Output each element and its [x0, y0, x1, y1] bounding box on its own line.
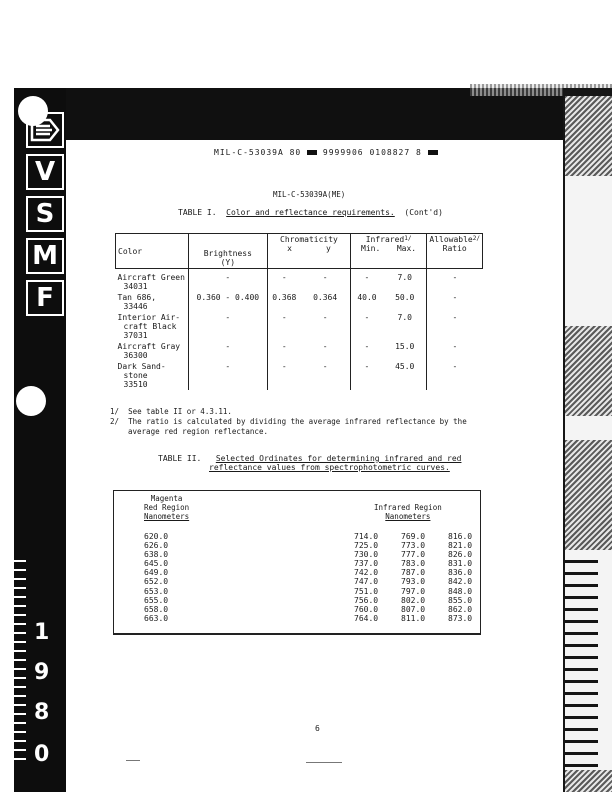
page-number: 6: [315, 724, 320, 733]
allowable-footnote-mark: 2/: [472, 235, 480, 242]
table-row: [116, 361, 483, 390]
ordinate-value: 773.0: [401, 541, 426, 551]
cell-chrom-y: -: [322, 273, 328, 282]
color-name-line: Dark Sand-: [117, 362, 166, 371]
ordinate-value: 742.0: [354, 568, 379, 578]
ordinate-value: 807.0: [401, 604, 426, 614]
ir-header-line: Infrared Region: [374, 503, 442, 512]
table2-caption-line1: Selected Ordinates for determining infrared and red: [215, 454, 462, 463]
cell-ir-min: -: [350, 312, 383, 341]
header-spec: MIL-C-53039A 80: [214, 148, 302, 157]
infrared-column-1: [354, 532, 378, 623]
ordinate-value: 756.0: [354, 595, 379, 605]
cell-brightness: -: [188, 341, 268, 361]
ordinate-value: 737.0: [354, 559, 379, 569]
film-ticks: [14, 560, 26, 760]
scan-edge: [565, 416, 612, 440]
chromaticity-label: Chromaticity: [280, 235, 338, 244]
scan-edge: [565, 176, 612, 326]
ordinate-value: 760.0: [354, 604, 379, 614]
color-name-line: Aircraft Gray: [117, 342, 181, 351]
side-tab-m: M: [26, 238, 64, 274]
cell-ratio: -: [427, 312, 483, 341]
cell-chrom-y: 0.364: [313, 293, 338, 302]
header-block: [428, 150, 438, 155]
infrared-region-header: [374, 503, 442, 521]
ordinate-value: 649.0: [144, 568, 169, 578]
table1-caption-suffix: (Cont'd): [404, 208, 443, 217]
table-row: [116, 269, 483, 293]
ordinate-value: 626.0: [144, 541, 169, 551]
col-header-brightness: [188, 234, 268, 269]
ordinate-value: 658.0: [144, 604, 169, 614]
cell-ir-max: 15.0: [395, 342, 415, 351]
cell-brightness: -: [188, 269, 268, 293]
ir-min-label: Min.: [361, 244, 381, 253]
color-name-line: 34031: [123, 282, 148, 291]
infrared-column-2: [401, 532, 425, 623]
color-name-line: stone: [123, 371, 148, 380]
cell-chrom-y: -: [322, 342, 328, 351]
ordinate-value: 811.0: [401, 613, 426, 623]
chrom-y-label: y: [325, 244, 331, 253]
film-hole: [16, 386, 46, 416]
color-name-line: 37031: [123, 331, 148, 340]
ordinate-value: 873.0: [448, 613, 473, 623]
ordinate-value: 653.0: [144, 586, 169, 596]
cell-ratio: -: [427, 361, 483, 390]
red-header-line: Magenta: [150, 494, 183, 503]
side-tab-v: V: [26, 154, 64, 190]
ordinate-value: 764.0: [354, 613, 379, 623]
ordinate-value: 663.0: [144, 613, 169, 623]
year-digit: 8: [34, 700, 50, 725]
ordinates-table: [113, 490, 481, 635]
red-header-line: Nanometers: [144, 512, 190, 521]
year-digit: 9: [34, 660, 50, 685]
col-header-infrared: [350, 234, 427, 269]
side-tab-f: F: [26, 280, 64, 316]
vsmf-logo-icon: [26, 112, 64, 148]
ordinate-value: 783.0: [401, 559, 426, 569]
table2-caption-line2: reflectance values from spectrophotometric curves.: [209, 463, 450, 472]
infrared-label: Infrared: [365, 235, 405, 244]
spec-number: MIL-C-53039A(ME): [273, 190, 346, 199]
table-row: [116, 312, 483, 341]
red-region-header: [144, 494, 189, 521]
cell-brightness: -: [188, 312, 268, 341]
ordinate-value: 797.0: [401, 586, 426, 596]
table1-caption-title: Color and reflectance requirements.: [226, 208, 395, 217]
ordinate-value: 831.0: [448, 559, 473, 569]
chrom-x-label: x: [287, 244, 292, 253]
ordinate-value: 836.0: [448, 568, 473, 578]
year-digit: 0: [34, 742, 50, 767]
ratio-label: Ratio: [442, 244, 467, 253]
ordinate-value: 777.0: [401, 550, 426, 560]
ordinate-value: 787.0: [401, 568, 426, 578]
ordinate-value: 816.0: [448, 532, 473, 541]
infrared-column-3: [448, 532, 472, 623]
table-header-row: [116, 234, 483, 269]
cell-ir-max: 7.0: [397, 313, 412, 322]
footnote-mark: 2/: [110, 417, 120, 426]
table1-caption-prefix: TABLE I.: [178, 208, 217, 217]
col-header-allowable: [427, 234, 483, 269]
cell-ir-min: -: [350, 361, 383, 390]
footnote-text: The ratio is calculated by dividing the average infrared reflectance by the: [128, 417, 467, 426]
ordinate-value: 638.0: [144, 550, 169, 560]
ordinate-value: 769.0: [401, 532, 426, 541]
header-block: [307, 150, 317, 155]
cell-chrom-y: -: [322, 362, 328, 371]
color-name-line: 36300: [123, 351, 148, 360]
scan-mark: [126, 760, 140, 761]
scan-noise: [565, 770, 612, 792]
cell-color: [116, 292, 189, 312]
ordinate-value: 862.0: [448, 604, 473, 614]
cell-color: [116, 341, 189, 361]
document-page: [66, 140, 563, 792]
cell-brightness: -: [188, 361, 268, 390]
cell-chrom-x: -: [268, 312, 301, 341]
cell-ratio: -: [427, 292, 483, 312]
cell-ir-min: -: [350, 341, 383, 361]
table2-caption: [158, 454, 461, 463]
ordinate-value: 714.0: [354, 532, 379, 541]
cell-chrom-y: -: [322, 313, 328, 322]
ordinate-value: 793.0: [401, 577, 426, 587]
footnote-mark: 1/: [110, 407, 120, 416]
scan-noise: [565, 440, 612, 550]
footnote-text: See table II or 4.3.11.: [128, 407, 232, 416]
table-row: [116, 292, 483, 312]
ordinate-value: 655.0: [144, 595, 169, 605]
cell-ratio: -: [427, 269, 483, 293]
ir-header-line: Nanometers: [385, 512, 431, 521]
scan-edge-lines: [565, 560, 598, 770]
ordinate-value: 751.0: [354, 586, 379, 596]
ordinate-value: 826.0: [448, 550, 473, 560]
brightness-label: Brightness: [203, 249, 252, 258]
cell-ir-min: -: [350, 269, 383, 293]
ordinate-value: 821.0: [448, 541, 473, 551]
allowable-label: Allowable: [429, 235, 473, 244]
color-name-line: Tan 686,: [117, 293, 157, 302]
color-name-line: Interior Air-: [117, 313, 181, 322]
red-region-column: [144, 532, 168, 623]
side-tab-s: S: [26, 196, 64, 232]
cell-ir-max: 45.0: [395, 362, 415, 371]
red-header-line: Red Region: [144, 503, 190, 512]
color-name-line: 33510: [123, 380, 148, 389]
color-name-line: 33446: [123, 302, 148, 311]
ordinate-value: 747.0: [354, 577, 379, 587]
cell-color: [116, 312, 189, 341]
header-code: 9999906 0108827 8: [322, 148, 422, 157]
ordinate-value: 730.0: [354, 550, 379, 560]
cell-brightness: 0.360 - 0.400: [188, 292, 268, 312]
table1-caption: [178, 208, 443, 217]
ordinate-value: 848.0: [448, 586, 473, 596]
col-header-chromaticity: [268, 234, 351, 269]
footnote-2: [110, 417, 467, 426]
document-header: [214, 148, 438, 157]
col-header-color: Color: [116, 234, 189, 269]
cell-chrom-x: -: [268, 341, 301, 361]
cell-chrom-x: -: [268, 269, 301, 293]
cell-chrom-x: 0.368: [268, 292, 301, 312]
footnote-2-continued: average red region reflectance.: [128, 427, 268, 436]
ordinate-value: 652.0: [144, 577, 169, 587]
color-name-line: Aircraft Green: [117, 273, 185, 282]
ordinate-value: 620.0: [144, 532, 169, 541]
color-name-line: craft Black: [123, 322, 177, 331]
year-digit: 1: [34, 620, 50, 645]
cell-color: [116, 361, 189, 390]
ordinate-value: 802.0: [401, 595, 426, 605]
ordinate-value: 725.0: [354, 541, 379, 551]
infrared-footnote-mark: 1/: [404, 235, 412, 242]
ordinate-value: 855.0: [448, 595, 473, 605]
color-reflectance-table: [115, 233, 483, 390]
brightness-sub: (Y): [220, 258, 236, 267]
scan-noise: [565, 326, 612, 416]
scan-noise: [565, 96, 612, 176]
ordinate-value: 842.0: [448, 577, 473, 587]
cell-ratio: -: [427, 341, 483, 361]
table2-caption-prefix: TABLE II.: [158, 454, 202, 463]
cell-ir-min: 40.0: [350, 292, 383, 312]
table1-body: [116, 269, 483, 391]
footnote-1: [110, 407, 232, 416]
cell-chrom-x: -: [268, 361, 301, 390]
scan-mark: [306, 762, 342, 763]
table-row: [116, 341, 483, 361]
cell-ir-max: 7.0: [397, 273, 412, 282]
ir-max-label: Max.: [396, 244, 417, 253]
cell-ir-max: 50.0: [395, 293, 415, 302]
cell-color: [116, 269, 189, 293]
ordinate-value: 645.0: [144, 559, 169, 569]
